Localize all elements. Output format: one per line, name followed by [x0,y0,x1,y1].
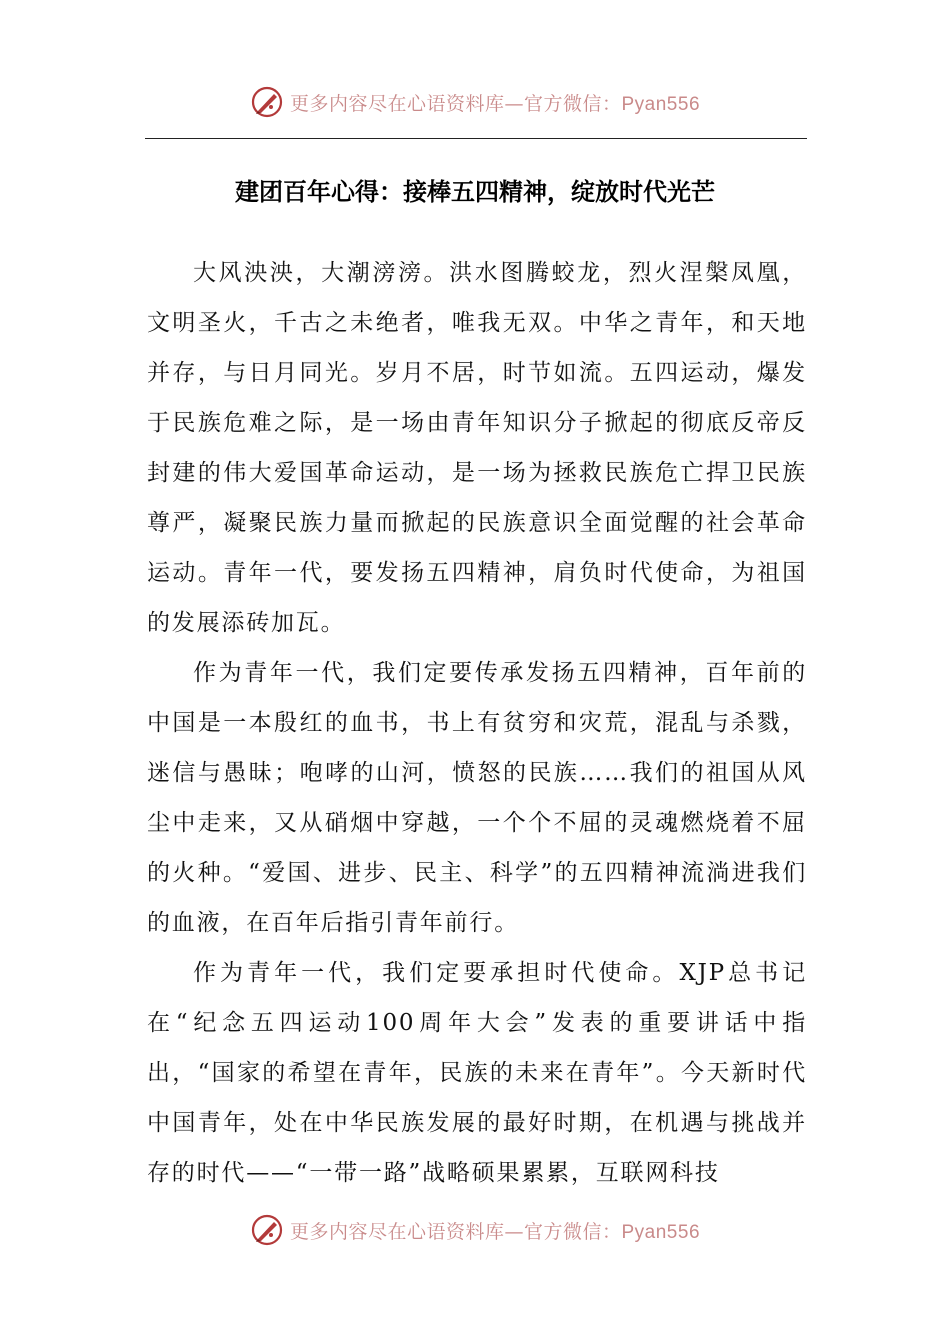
document-title: 建团百年心得：接棒五四精神，绽放时代光芒 [235,178,715,206]
banner-account: Pyan556 [621,1221,701,1243]
footer-banner [0,1210,950,1250]
banner-account: Pyan556 [621,93,701,115]
header-banner [0,82,950,122]
paragraph-1: 大风泱泱，大潮滂滂。洪水图腾蛟龙，烈火涅槃凤凰，文明圣火，千古之未绝者，唯我无双。中华之青年，和天地并存，与日月同光。岁月不居，时节如流。五四运动，爆发于民族危难之际，是一场由青年知识分子掀起的彻底反帝反封建的伟大爱国革命运动，是一场为拯救民族危亡捍卫民族尊严，凝聚民族力量而掀起的民族意识全面觉醒的社会革命运动。青年一代，要发扬五四精神，肩负时代使命，为祖国的发展添砖加瓦。 [147,260,807,636]
banner-text-main: 更多内容尽在心语资料库—官方微信： [289,1220,622,1243]
paragraph-2: 作为青年一代，我们定要传承发扬五四精神，百年前的中国是一本殷红的血书，书上有贫穷和灾荒，混乱与杀戮，迷信与愚昧；咆哮的山河，愤怒的民族……我们的祖国从风尘中走来，又从硝烟中穿越，一个个不屈的灵魂燃烧着不屈的火种。“爱国、进步、民主、科学”的五四精神流淌进我们的血液，在百年后指引青年前行。 [147,660,807,936]
pen-circle-logo-icon [250,1213,284,1247]
paragraph-3: 作为青年一代，我们定要承担时代使命。XJP总书记在“纪念五四运动100周年大会”发表的重要讲话中指出，“国家的希望在青年，民族的未来在青年”。今天新时代中国青年，处在中华民族发展的最好时期，在机遇与挑战并存的时代——“一带一路”战略硕果累累，互联网科技 [147,960,807,1186]
banner-inner [250,1213,700,1247]
banner-inner [250,85,700,119]
banner-text-main: 更多内容尽在心语资料库—官方微信： [289,92,622,115]
document-body [147,248,807,1198]
header-divider [145,138,807,139]
pen-circle-logo-icon [250,85,284,119]
banner-text [290,1217,700,1244]
banner-text [290,89,700,116]
